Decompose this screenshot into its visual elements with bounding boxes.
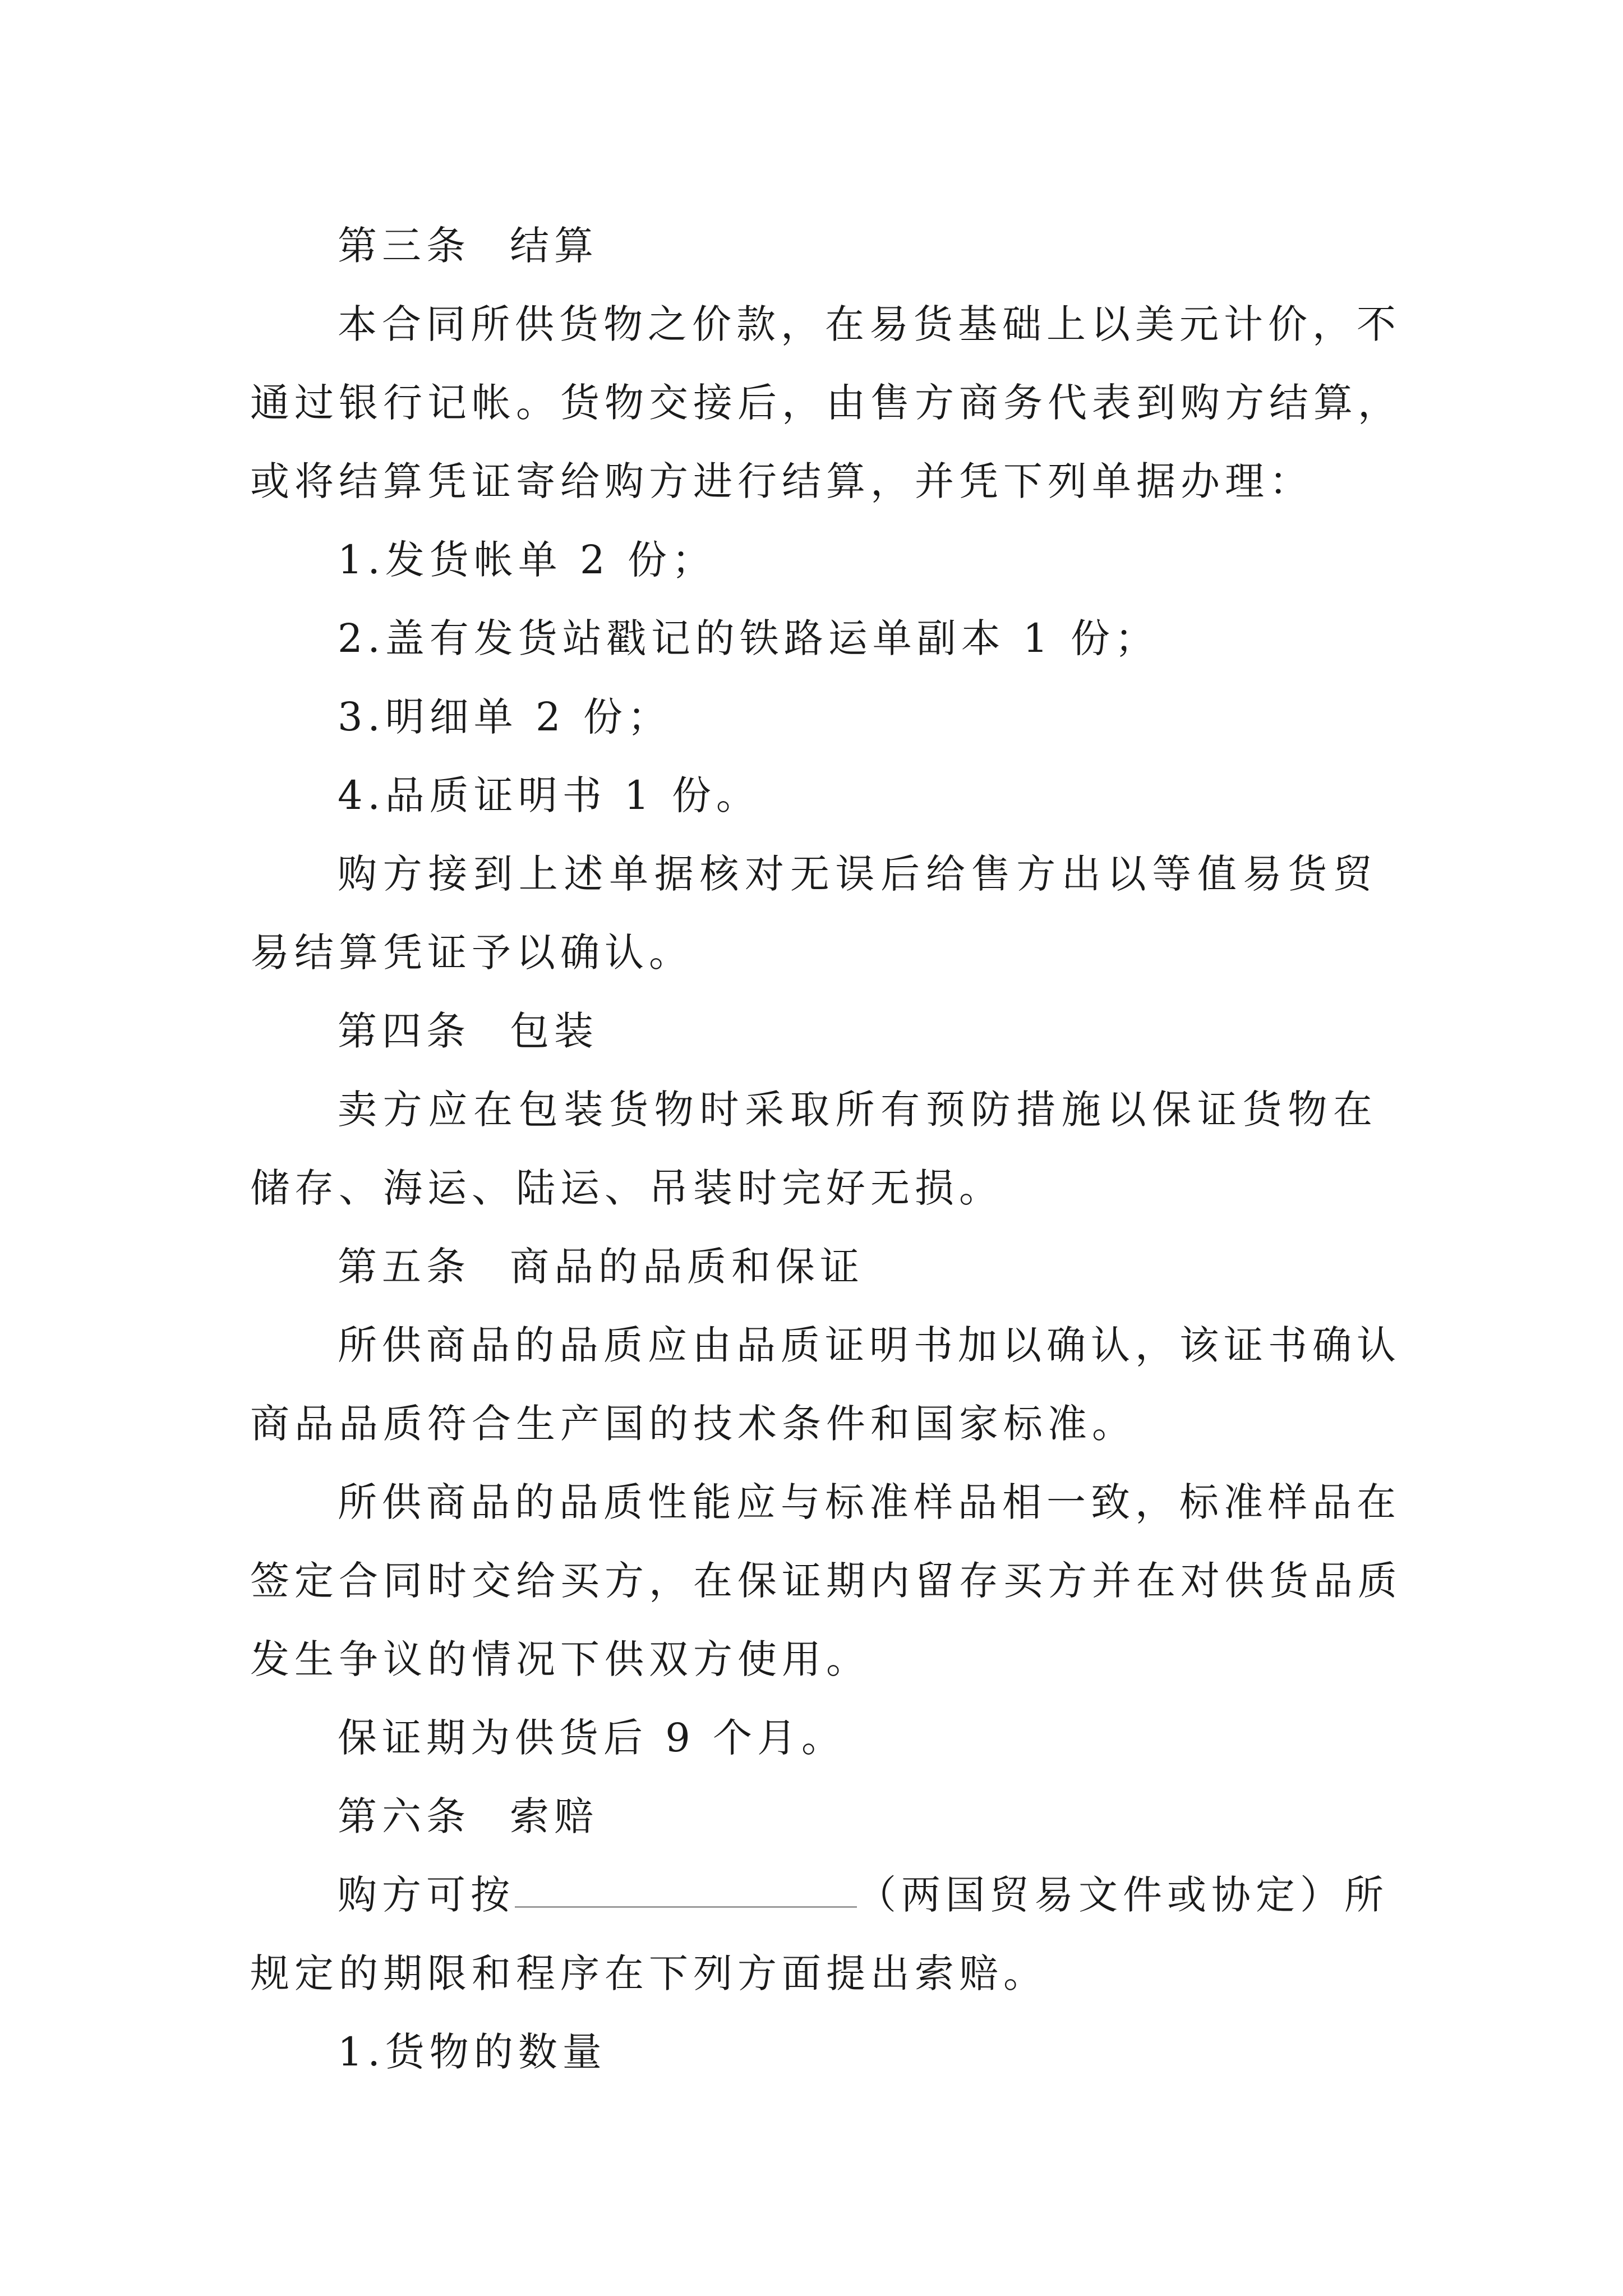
article-title: 结算 [510,223,598,269]
paragraph-line: 本合同所供货物之价款，在易货基础上以美元计价，不 [338,301,1401,347]
article-number: 第四条 [338,1008,471,1054]
paragraph-line: 储存、海运、陆运、吊装时完好无损。 [250,1165,1003,1211]
list-item: 1.发货帐单 2 份； [338,537,716,583]
paragraph-line: 所供商品的品质性能应与标准样品相一致，标准样品在 [338,1479,1401,1525]
article-3-heading [250,206,1377,285]
article-number: 第五条 [338,1244,471,1290]
paragraph-line: 商品品质符合生产国的技术条件和国家标准。 [250,1401,1136,1447]
fill-in-blank [515,1856,857,1908]
article-title: 包装 [510,1008,598,1054]
article-title: 商品的品质和保证 [510,1244,864,1290]
paragraph-line-with-blank [250,1856,1389,1934]
text-fragment: （两国贸易文件或协定）所 [857,1872,1389,1918]
document-body [250,206,1402,2091]
paragraph-line: 通过银行记帐。货物交接后，由售方商务代表到购方结算， [250,380,1402,426]
article-5-heading [250,1227,1377,1306]
paragraph-line: 签定合同时交给买方，在保证期内留存买方并在对供货品质 [250,1558,1402,1604]
paragraph-line: 保证期为供货后 9 个月。 [338,1715,846,1761]
paragraph-line: 卖方应在包装货物时采取所有预防措施以保证货物在 [338,1087,1377,1133]
article-number: 第三条 [338,223,471,269]
list-item: 1.货物的数量 [338,2029,607,2075]
article-title: 索赔 [510,1793,598,1839]
list-item: 3.明细单 2 份； [338,694,672,740]
paragraph-line: 规定的期限和程序在下列方面提出索赔。 [250,1950,1048,1996]
list-item: 2.盖有发货站戳记的铁路运单副本 1 份； [338,615,1159,661]
article-6-heading [250,1777,1377,1856]
paragraph-line: 发生争议的情况下供双方使用。 [250,1636,870,1682]
text-fragment: 购方可按 [338,1872,515,1918]
paragraph-line: 易结算凭证予以确认。 [250,930,693,976]
paragraph-line: 所供商品的品质应由品质证明书加以确认，该证书确认 [338,1322,1401,1368]
article-4-heading [250,992,1377,1070]
article-number: 第六条 [338,1793,471,1839]
paragraph-line: 或将结算凭证寄给购方进行结算，并凭下列单据办理： [250,458,1313,504]
paragraph-line: 购方接到上述单据核对无误后给售方出以等值易货贸 [338,851,1377,897]
list-item: 4.品质证明书 1 份。 [338,772,760,818]
